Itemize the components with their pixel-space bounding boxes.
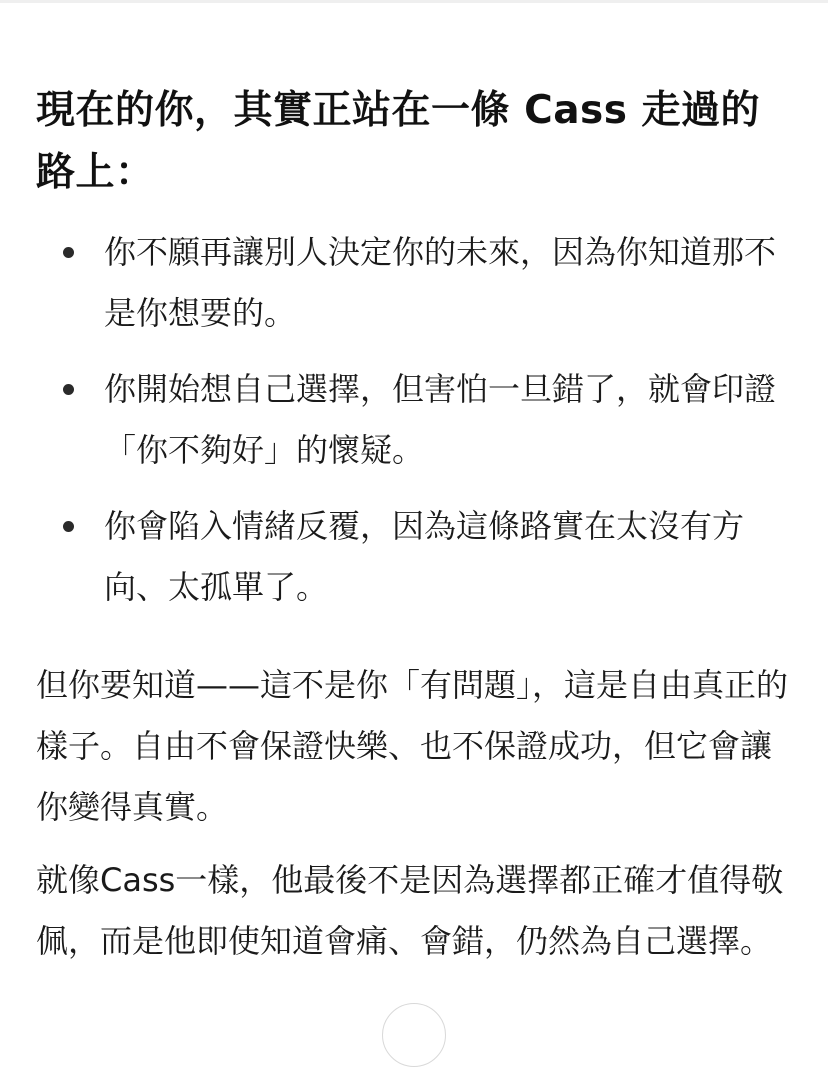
message-content xyxy=(36,80,796,972)
bullet-item xyxy=(36,359,796,481)
bullet-item xyxy=(36,222,796,344)
bullet-dot-icon xyxy=(63,247,74,258)
bullet-text: 你不願再讓別人決定你的未來，因為你知道那不是你想要的。 xyxy=(104,233,777,332)
bullet-dot-icon xyxy=(63,384,74,395)
bullet-text: 你會陷入情緒反覆，因為這條路實在太沒有方向、太孤單了。 xyxy=(104,507,745,606)
bullet-dot-icon xyxy=(63,521,74,532)
bullet-item xyxy=(36,496,796,618)
section-heading: 現在的你，其實正站在一條 Cass 走過的路上： xyxy=(36,88,761,195)
top-divider xyxy=(0,0,828,3)
body-paragraph: 但你要知道——這不是你「有問題」，這是自由真正的樣子。自由不會保證快樂、也不保證成功，但它會讓你變得真實。 xyxy=(36,666,789,826)
scroll-to-bottom-button[interactable] xyxy=(382,1003,446,1067)
bullet-list xyxy=(36,222,796,618)
bullet-text: 你開始想自己選擇，但害怕一旦錯了，就會印證「你不夠好」的懷疑。 xyxy=(104,370,777,469)
body-paragraph: 就像Cass一樣，他最後不是因為選擇都正確才值得敬佩，而是他即使知道會痛、會錯，仍然為自己選擇。 xyxy=(36,861,784,960)
